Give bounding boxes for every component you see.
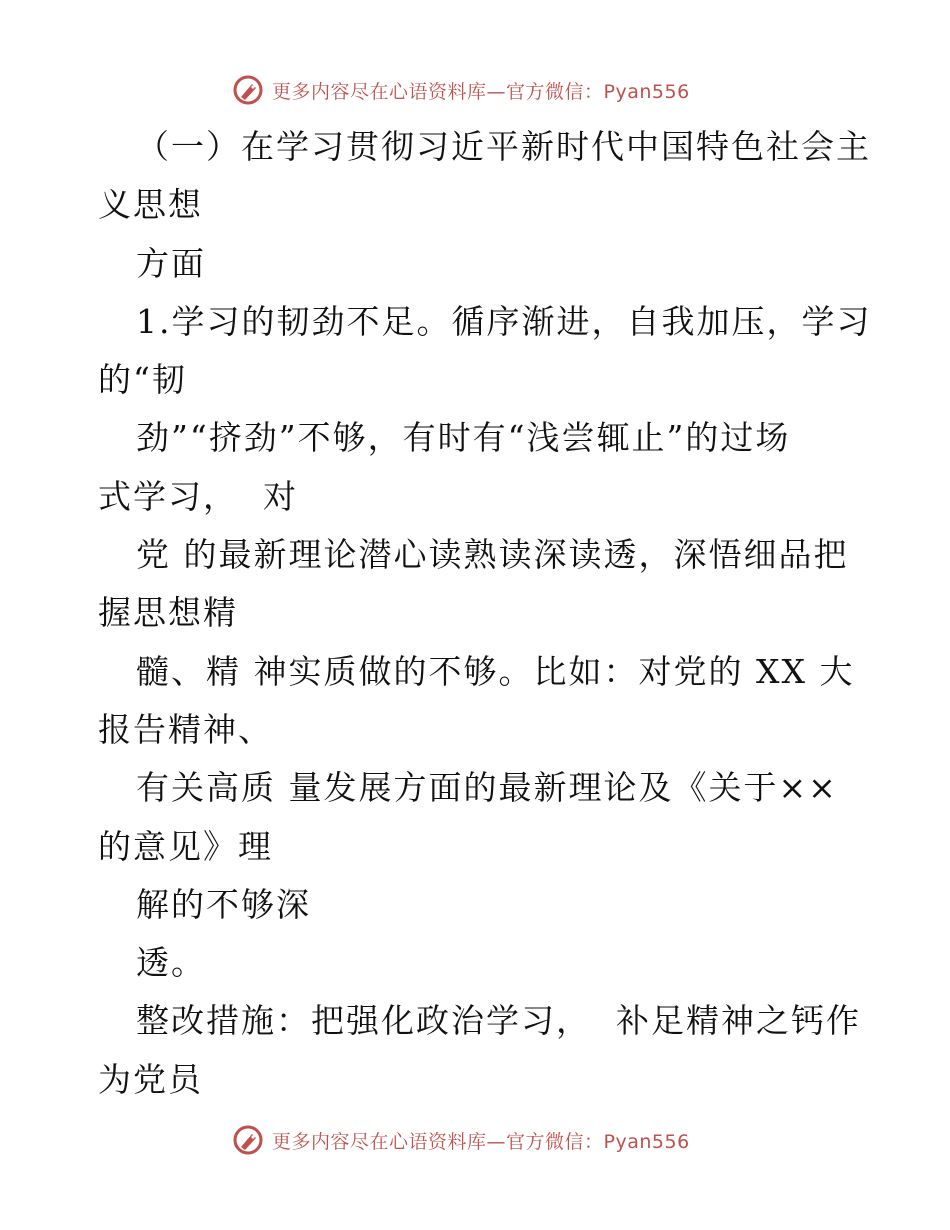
header-banner-text: 更多内容尽在心语资料库—官方微信：Pyan556 xyxy=(272,80,690,103)
body-line: 透。 xyxy=(136,943,206,983)
body-line: 式学习， 对 xyxy=(98,476,298,516)
body-line: 方面 xyxy=(136,243,206,283)
body-line: 有关高质 量发展方面的最新理论及《关于×× xyxy=(136,768,838,808)
body-line: 解的不够深 xyxy=(136,884,311,924)
body-line: 握思想精 xyxy=(98,593,238,633)
body-line: 的意见》理 xyxy=(98,826,273,866)
body-line: 为党员 xyxy=(98,1059,203,1099)
body-line: 髓、精 神实质做的不够。比如：对党的 XX 大 xyxy=(136,651,855,691)
footer-banner[interactable] xyxy=(232,1122,722,1158)
body-line: 党 的最新理论潜心读熟读深读透，深悟细品把 xyxy=(136,535,849,575)
body-line: 义思想 xyxy=(98,185,203,225)
body-line: 劲”“挤劲”不够，有时有“浅尝辄止”的过场 xyxy=(136,418,791,458)
body-line: （一）在学习贯彻习近平新时代中国特色社会主 xyxy=(136,127,871,166)
header-banner[interactable] xyxy=(232,72,722,108)
body-line: 的“韧 xyxy=(98,360,187,400)
body-line: 报告精神、 xyxy=(98,709,273,749)
footer-banner-text: 更多内容尽在心语资料库—官方微信：Pyan556 xyxy=(272,1130,690,1153)
body-line: 1.学习的韧劲不足。循序渐进，自我加压，学习 xyxy=(136,301,872,341)
pen-nib-seal-icon xyxy=(232,74,264,106)
document-body xyxy=(98,118,872,1109)
pen-nib-seal-icon xyxy=(232,1124,264,1156)
body-line: 整改措施：把强化政治学习， 补足精神之钙作 xyxy=(136,1001,861,1041)
